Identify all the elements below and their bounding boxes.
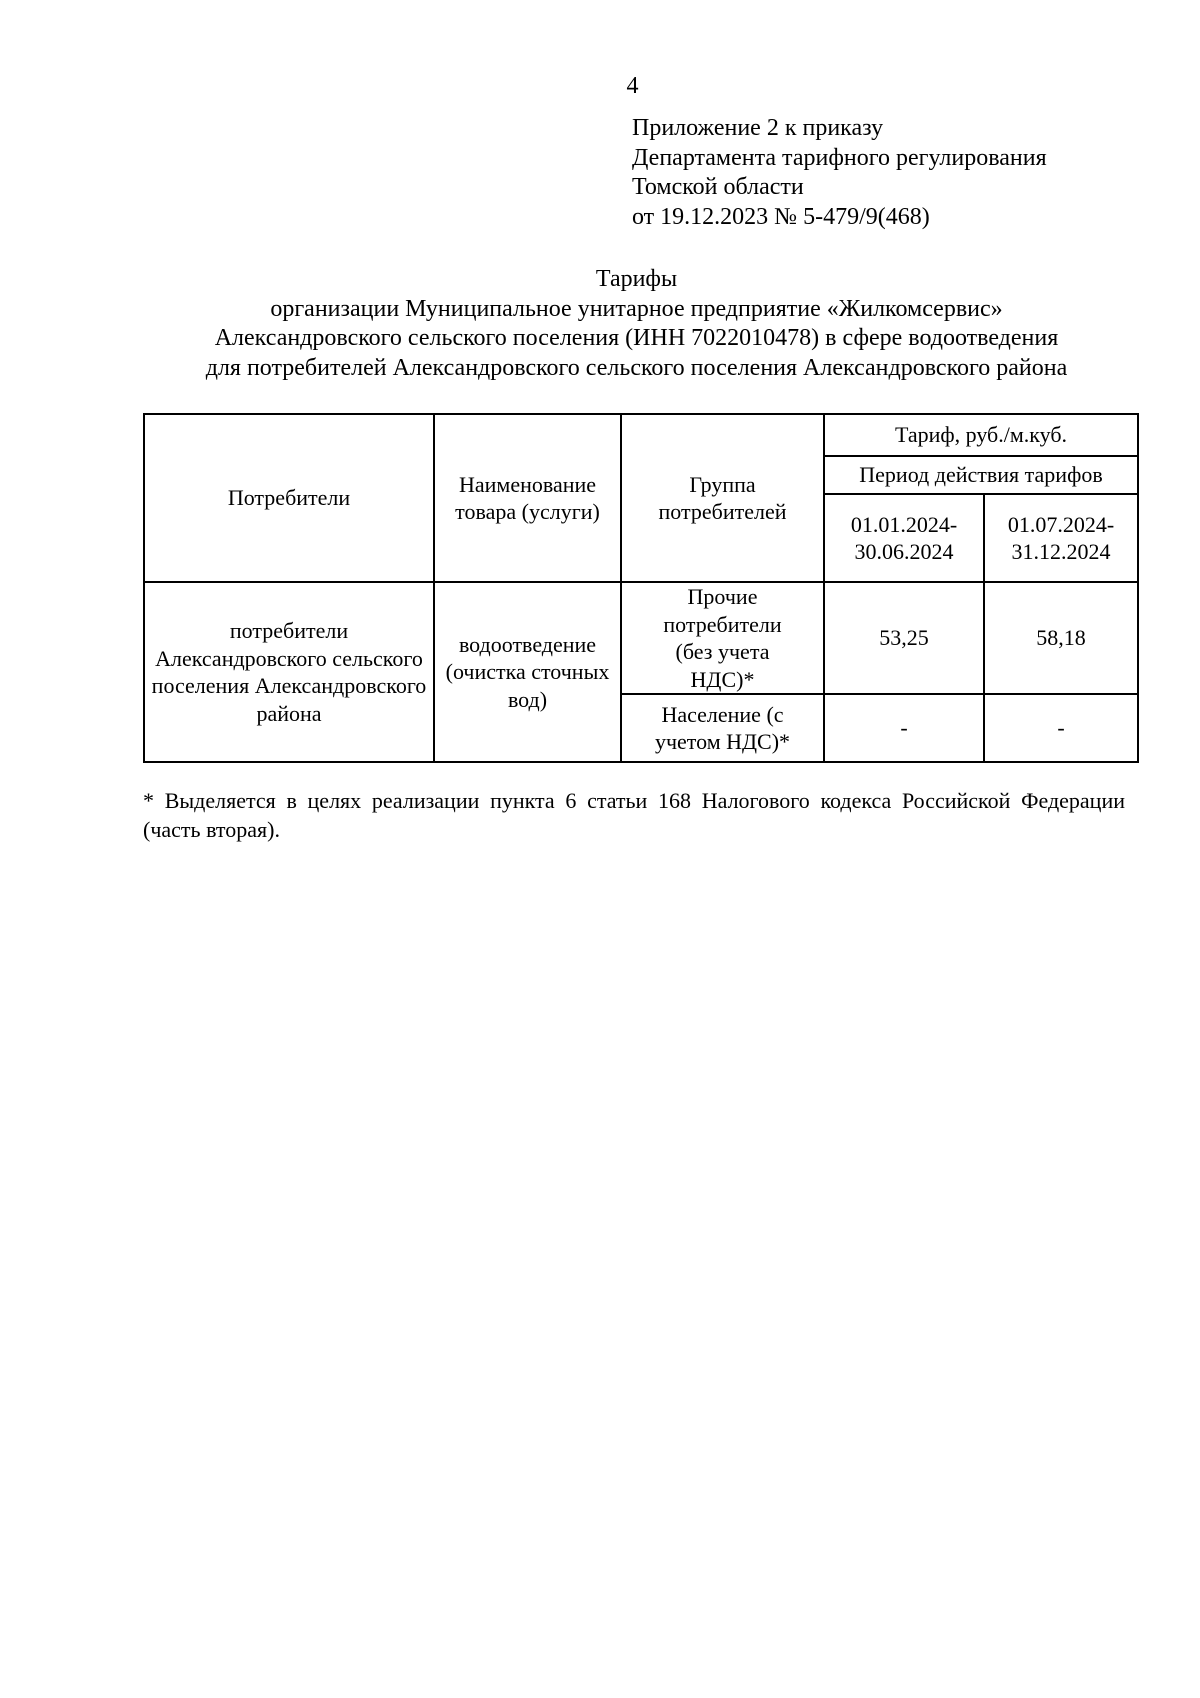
period-2-end: 31.12.2024 xyxy=(1011,539,1111,564)
cell-consumers: потребители Александровского сельского поселения Александровского района xyxy=(144,582,434,762)
annex-line-2: Департамента тарифного регулирования xyxy=(632,144,1047,171)
tariff-table xyxy=(143,413,1139,763)
annex-line-1: Приложение 2 к приказу xyxy=(632,115,884,141)
header-group: Группа потребителей xyxy=(621,414,824,582)
period-1-start: 01.01.2024- xyxy=(850,511,958,537)
header-tariff: Тариф, руб./м.куб. xyxy=(824,414,1138,456)
cell-service: водоотведение (очистка сточных вод) xyxy=(434,582,621,762)
annex-line-4: от 19.12.2023 № 5-479/9(468) xyxy=(632,203,930,230)
annex-line-3: Томской области xyxy=(632,174,804,200)
cell-group-other: Прочие потребители (без учета НДС)* xyxy=(621,582,824,694)
header-row xyxy=(144,414,1138,456)
document-title xyxy=(143,265,1130,383)
title-line-2: организации Муниципальное унитарное предприятие «Жилкомсервис» xyxy=(270,295,1003,322)
footnote: * Выделяется в целях реализации пункта 6 статьи 168 Налогового кодекса Российской Федерации (часть вторая). xyxy=(143,788,1125,842)
header-period-1 xyxy=(824,494,984,582)
title-line-1: Тарифы xyxy=(595,266,678,292)
title-line-4: для потребителей Александровского сельского поселения Александровского района xyxy=(205,354,1068,381)
annex-reference xyxy=(632,114,1047,232)
header-period-2 xyxy=(984,494,1138,582)
table-row xyxy=(144,582,1138,694)
header-service: Наименование товара (услуги) xyxy=(434,414,621,582)
header-consumers: Потребители xyxy=(144,414,434,582)
cell-tariff-population-period-2: - xyxy=(984,694,1138,762)
cell-tariff-population-period-1: - xyxy=(824,694,984,762)
cell-tariff-other-period-1: 53,25 xyxy=(824,582,984,694)
cell-group-population: Население (с учетом НДС)* xyxy=(621,694,824,762)
period-2-start: 01.07.2024- xyxy=(1007,511,1115,537)
title-line-3: Александровского сельского поселения (ИНН 7022010478) в сфере водоотведения xyxy=(214,325,1059,351)
cell-tariff-other-period-2: 58,18 xyxy=(984,582,1138,694)
period-1-end: 30.06.2024 xyxy=(854,539,954,564)
header-period: Период действия тарифов xyxy=(824,456,1138,494)
page-number: 4 xyxy=(626,73,639,99)
